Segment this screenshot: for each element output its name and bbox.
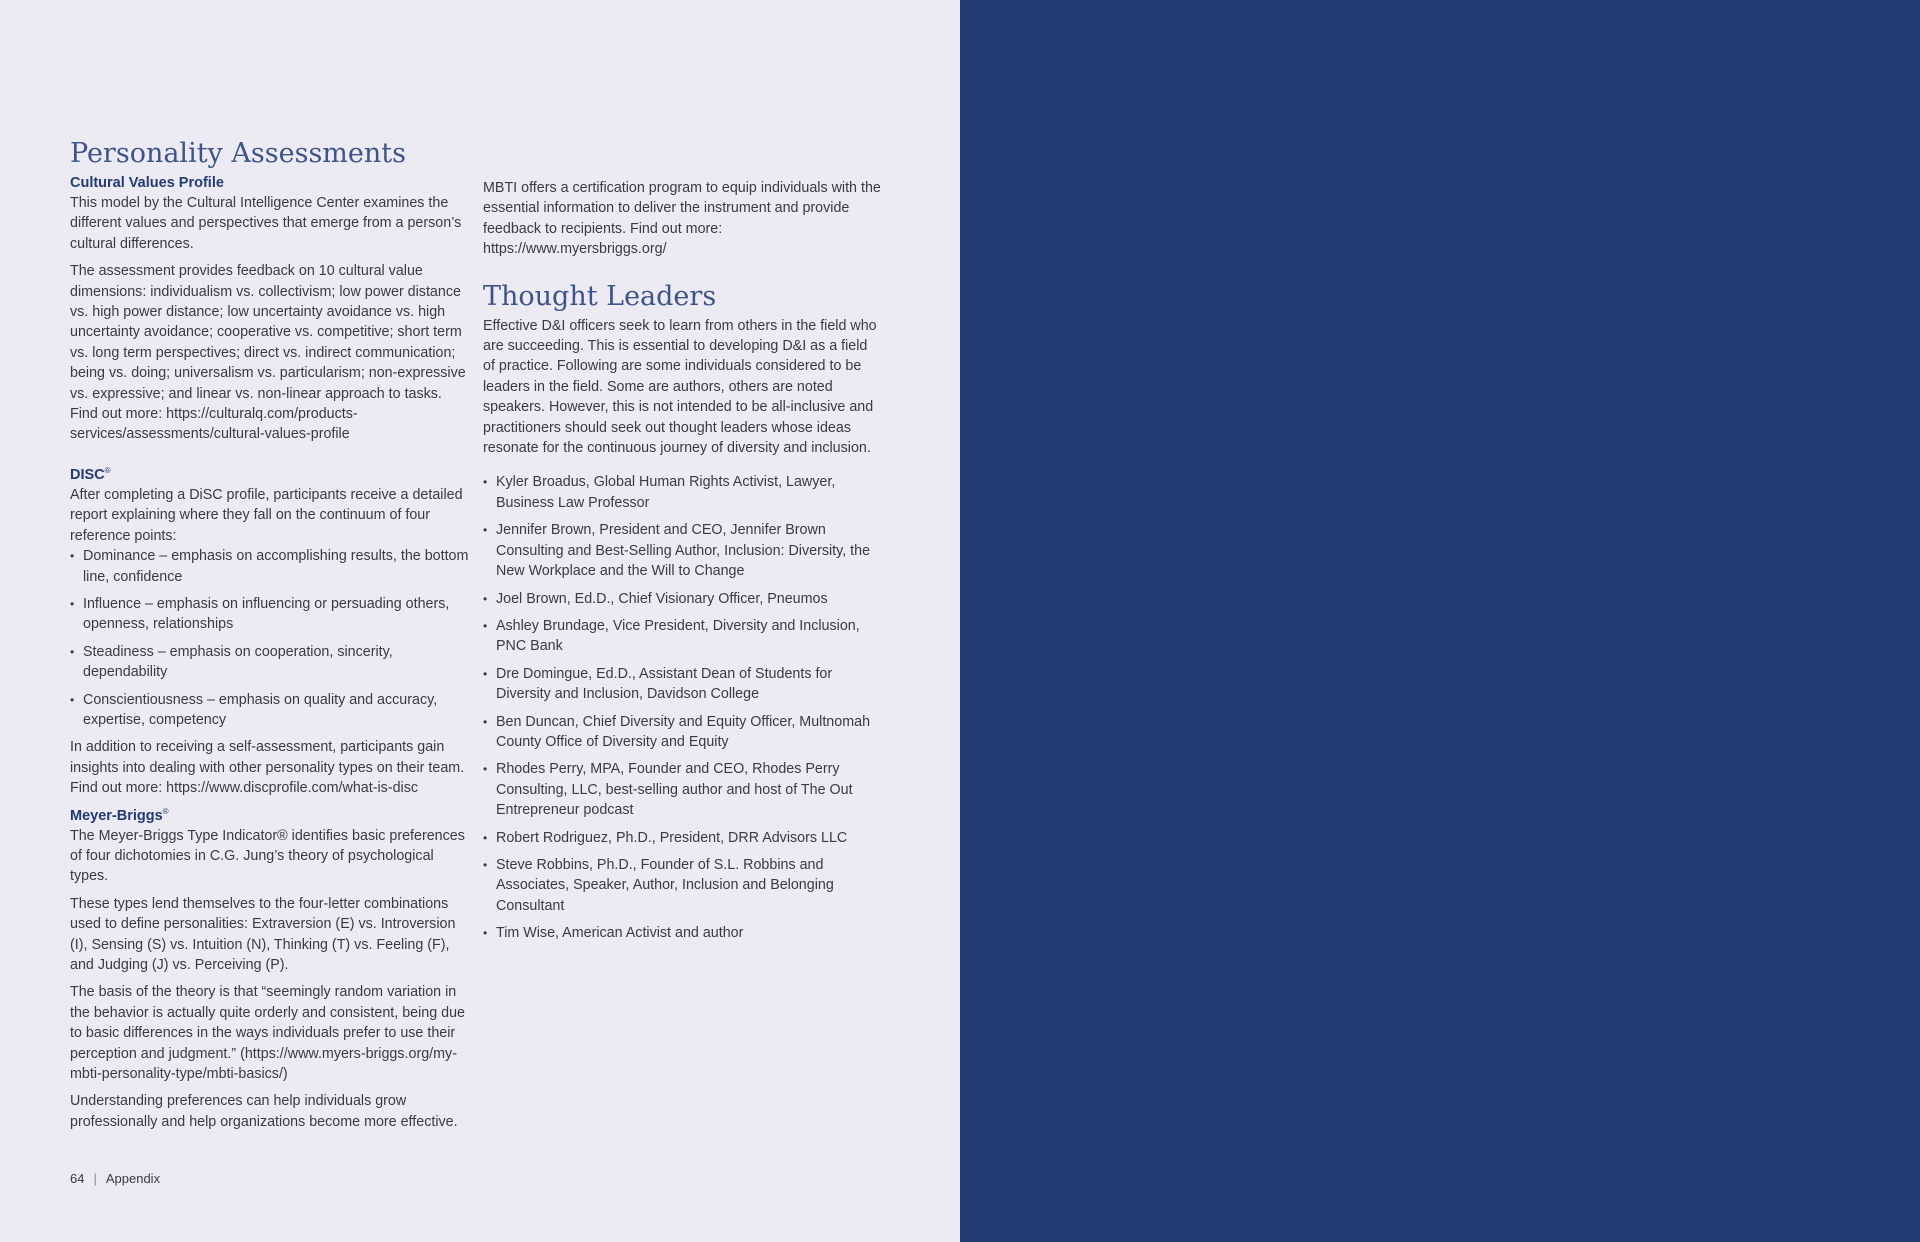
disc-title: DISC® bbox=[70, 466, 111, 483]
registered-mark: ® bbox=[104, 466, 111, 476]
page-number: 64 bbox=[70, 1171, 85, 1186]
list-item: • Joel Brown, Ed.D., Chief Visionary Officer, Pneumos bbox=[483, 589, 883, 609]
list-item: • Influence – emphasis on influencing or persuading others, openness, relationships bbox=[70, 594, 470, 635]
heading-thought-leaders: Thought Leaders bbox=[483, 280, 717, 312]
cvp-paragraph-1: This model by the Cultural Intelligence Center examines the different values and perspectives that emerge from a person’s cultural differences. bbox=[70, 195, 462, 252]
mbti-certification: MBTI offers a certification program to equip individuals with the essential information to deliver the instrument and provide feedback to recipients. Find out more: https://www.myersbriggs.org/ bbox=[483, 180, 881, 258]
list-item: • Jennifer Brown, President and CEO, Jennifer Brown Consulting and Best-Selling Author, Inclusion: Diversity, the New Workplace and the Will to Change bbox=[483, 520, 883, 581]
mb-paragraph-4: Understanding preferences can help individuals grow professionally and help organizations become more effective. bbox=[70, 1093, 458, 1130]
mb-paragraph-1: The Meyer-Briggs Type Indicator® identifies basic preferences of four dichotomies in C.G. Jung’s theory of psychological types. bbox=[70, 827, 465, 885]
heading-personality-assessments: Personality Assessments bbox=[70, 138, 406, 169]
list-item: • Conscientiousness – emphasis on quality and accuracy, expertise, competency bbox=[70, 690, 470, 731]
list-item: • Dominance – emphasis on accomplishing results, the bottom line, confidence bbox=[70, 546, 470, 587]
mb-paragraph-2: These types lend themselves to the four-letter combinations used to define personalities: Extraversion (E) vs. Introversion (I), Sensing (S) vs. Intuition (N), Thinking (T) vs. Feeling (F), and Judging (J) vs. Perceiving (P). bbox=[70, 895, 456, 973]
list-item: • Ashley Brundage, Vice President, Diversity and Inclusion, PNC Bank bbox=[483, 616, 883, 657]
disc-list bbox=[70, 546, 470, 730]
list-item: • Steve Robbins, Ph.D., Founder of S.L. Robbins and Associates, Speaker, Author, Inclusion and Belonging Consultant bbox=[483, 855, 883, 916]
thought-leaders-list bbox=[483, 472, 883, 943]
footer-separator: | bbox=[93, 1171, 97, 1186]
list-item: • Ben Duncan, Chief Diversity and Equity Officer, Multnomah County Office of Diversity and Equity bbox=[483, 712, 883, 753]
list-item: • Dre Domingue, Ed.D., Assistant Dean of Students for Diversity and Inclusion, Davidson College bbox=[483, 664, 883, 705]
right-column bbox=[483, 178, 883, 951]
disc-intro: After completing a DiSC profile, participants receive a detailed report explaining where they fall on the continuum of four reference points: bbox=[70, 486, 463, 544]
list-item: • Rhodes Perry, MPA, Founder and CEO, Rhodes Perry Consulting, LLC, best-selling author and host of The Out Entrepreneur podcast bbox=[483, 759, 883, 820]
cvp-title: Cultural Values Profile bbox=[70, 175, 224, 191]
disc-outro: In addition to receiving a self-assessment, participants gain insights into dealing with other personality types on their team. Find out more: https://www.discprofile.com/what-is-disc bbox=[70, 739, 465, 797]
list-item: • Kyler Broadus, Global Human Rights Activist, Lawyer, Business Law Professor bbox=[483, 472, 883, 513]
page-footer bbox=[70, 1171, 160, 1186]
section-name: Appendix bbox=[105, 1171, 161, 1186]
meyer-briggs-title: Meyer-Briggs® bbox=[70, 806, 169, 824]
left-column bbox=[70, 137, 470, 1139]
thought-leaders-intro: Effective D&I officers seek to learn from others in the field who are succeeding. This is essential to developing D&I as a field of practice. Following are some individuals considered to be leaders in the field. Some are authors, others are noted speakers. However, this is not intended to be all-inclusive and practitioners should seek out thought leaders whose ideas resonate for the continuous journey of diversity and inclusion. bbox=[483, 317, 877, 457]
right-blue-panel bbox=[960, 0, 1920, 1242]
registered-mark: ® bbox=[162, 806, 169, 816]
mb-paragraph-3: The basis of the theory is that “seemingly random variation in the behavior is actually quite orderly and consistent, being due to basic differences in the ways individuals prefer to use their perception and judgment.” (https://www.myers-briggs.org/my-mbti-personality-type/mbti-basics/) bbox=[70, 984, 466, 1083]
list-item: • Robert Rodriguez, Ph.D., President, DRR Advisors LLC bbox=[483, 828, 883, 848]
list-item: • Tim Wise, American Activist and author bbox=[483, 923, 883, 943]
list-item: • Steadiness – emphasis on cooperation, sincerity, dependability bbox=[70, 642, 470, 683]
cvp-paragraph-2: The assessment provides feedback on 10 cultural value dimensions: individualism vs. collectivism; low power distance vs. high power distance; low uncertainty avoidance vs. high uncertainty avoidance; cooperative vs. competitive; short term vs. long term perspectives; direct vs. indirect communication; being vs. doing; universalism vs. particularism; non-expressive vs. expressive; and linear vs. non-linear approach to tasks. Find out more: https://culturalq.com/products-services/assessments/cultural-values-profile bbox=[70, 263, 466, 443]
